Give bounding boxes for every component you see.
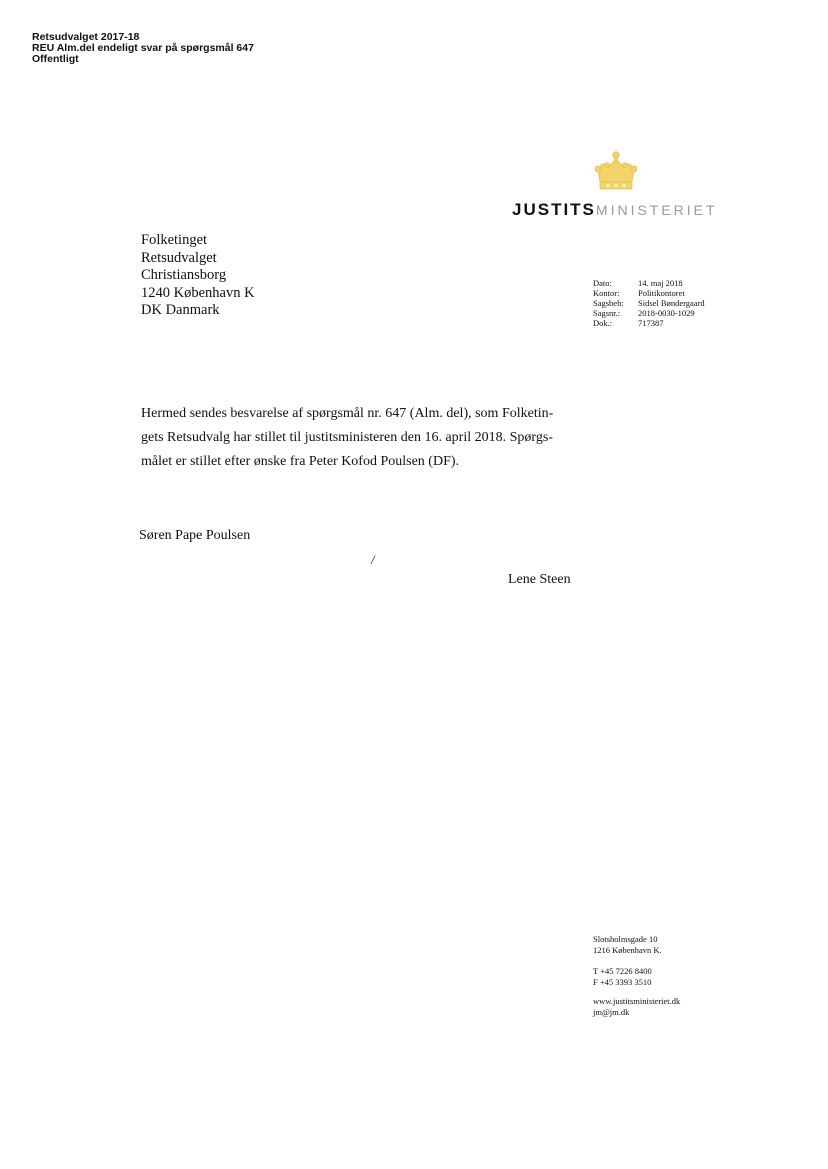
body-line: Hermed sendes besvarelse af spørgsmål nr. 647 (Alm. del), som Folketin- <box>141 406 554 421</box>
case-metadata <box>593 278 705 328</box>
ministry-wordmark <box>512 200 718 220</box>
footer-street: Slotsholmsgade 10 <box>593 934 658 944</box>
meta-value: 2018-0030-1029 <box>638 308 695 318</box>
signature-separator: / <box>371 552 375 567</box>
meta-row-date <box>593 278 705 288</box>
recipient-address <box>141 232 255 320</box>
meta-label: Kontor: <box>593 288 620 298</box>
meta-row-office <box>593 288 705 298</box>
address-line: DK Danmark <box>141 302 220 318</box>
address-line: 1240 København K <box>141 284 255 301</box>
meta-label: Sagsbeh: <box>593 298 624 308</box>
ministry-contact-footer <box>593 934 680 1018</box>
wordmark-bold: JUSTITS <box>512 200 596 219</box>
signature-official: Lene Steen <box>508 572 571 587</box>
wordmark-light: MINISTERIET <box>595 202 718 218</box>
address-line: Christiansborg <box>141 267 227 283</box>
footer-fax: F +45 3393 3510 <box>593 977 652 987</box>
footer-email: jm@jm.dk <box>593 1007 630 1017</box>
signature-minister: Søren Pape Poulsen <box>139 528 251 543</box>
meta-value: Politikontoret <box>638 288 685 298</box>
body-line: målet er stillet efter ønske fra Peter Kofod Poulsen (DF). <box>141 454 460 469</box>
footer-website: www.justitsministeriet.dk <box>593 996 681 1006</box>
body-line: gets Retsudvalg har stillet til justitsministeren den 16. april 2018. Spørgs- <box>141 430 553 445</box>
meta-value: 717387 <box>638 318 664 328</box>
meta-row-case-number <box>593 308 705 318</box>
footer-phone: T +45 7226 8400 <box>593 966 652 976</box>
meta-row-document <box>593 318 705 328</box>
meta-label: Dok.: <box>593 318 613 328</box>
stamp-reference: REU Alm.del endeligt svar på spørgsmål 647 <box>32 42 254 54</box>
document-stamp <box>32 32 254 65</box>
letter-body <box>141 402 581 474</box>
meta-label: Sagsnr.: <box>593 308 621 318</box>
address-line: Retsudvalget <box>141 249 217 266</box>
address-line: Folketinget <box>141 232 208 248</box>
meta-value: 14. maj 2018 <box>638 278 683 288</box>
meta-label: Dato: <box>593 278 612 288</box>
meta-value: Sidsel Bøndergaard <box>638 298 705 308</box>
crown-icon <box>592 150 640 194</box>
footer-city: 1216 København K. <box>593 945 662 955</box>
meta-row-handler <box>593 298 705 308</box>
ministry-logo <box>512 150 722 222</box>
stamp-committee: Retsudvalget 2017-18 <box>32 31 140 43</box>
stamp-status: Offentligt <box>32 53 79 65</box>
